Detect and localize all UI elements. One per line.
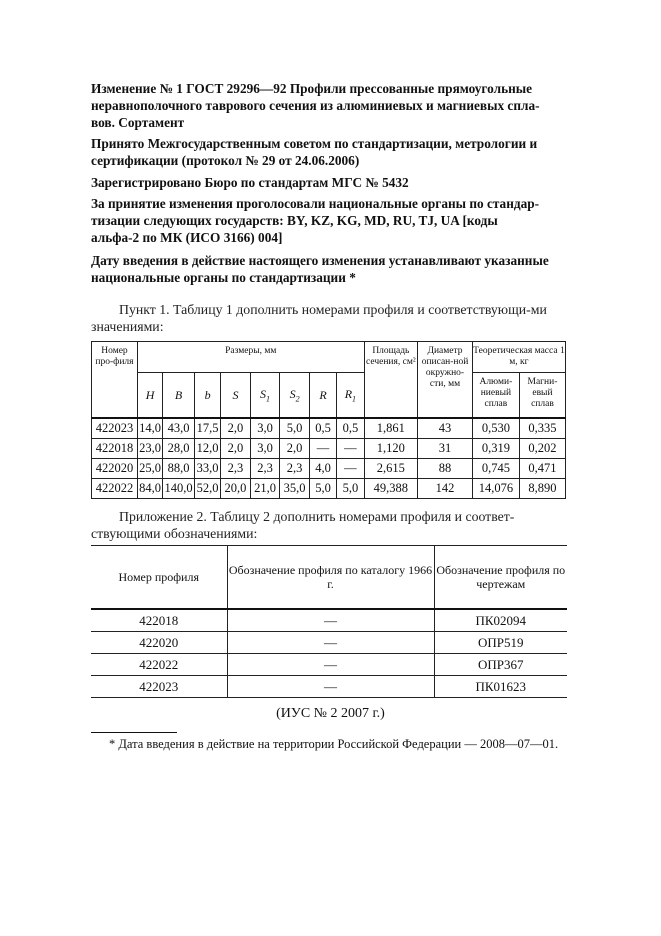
table-row (91, 632, 567, 654)
cell-area: 1,120 (364, 439, 418, 459)
cell-b: 140,0 (163, 479, 195, 499)
footnote: * Дата введения в действие на территории Российской Федерации — 2008—07—01. (109, 737, 559, 751)
cell-d: 88 (418, 459, 473, 479)
cell-drawing: ПК02094 (434, 609, 567, 632)
clause1-text: Пункт 1. Таблицу 1 дополнить номерами профиля и соответствующи-ми значениями: (91, 302, 547, 334)
cell-no: 422022 (92, 479, 138, 499)
cell-s2: 5,0 (280, 418, 310, 439)
cell-mg: 0,335 (519, 418, 565, 439)
cell-no: 422020 (91, 632, 227, 654)
cell-h: 14,0 (137, 418, 162, 439)
cell-al: 0,530 (472, 418, 519, 439)
cell-area: 49,388 (364, 479, 418, 499)
cell-al: 14,076 (472, 479, 519, 499)
cell-d: 43 (418, 418, 473, 439)
cell-catalog: — (227, 609, 434, 632)
cell-r: 0,5 (309, 418, 336, 439)
col-S1: $S_1$ (250, 373, 280, 419)
cell-b: 33,0 (194, 459, 220, 479)
cell-s: 2,0 (221, 418, 251, 439)
table-row (91, 676, 567, 698)
table-row (92, 479, 566, 499)
cell-r1: — (337, 459, 364, 479)
profiles-dimensions-table (91, 341, 566, 499)
col-H: H (137, 373, 162, 419)
cell-b: 88,0 (163, 459, 195, 479)
cell-no: 422022 (91, 654, 227, 676)
table-row (92, 439, 566, 459)
cell-area: 2,615 (364, 459, 418, 479)
cell-r: — (309, 439, 336, 459)
cell-al: 0,319 (472, 439, 519, 459)
col-dimensions: Размеры, мм (137, 342, 364, 373)
source-reference: (ИУС № 2 2007 г.) (276, 706, 385, 721)
table-row (92, 459, 566, 479)
cell-b: 52,0 (194, 479, 220, 499)
cell-h: 84,0 (137, 479, 162, 499)
cell-no: 422020 (92, 459, 138, 479)
registered-note: Зарегистрировано Бюро по стандартам МГС № 5432 (91, 175, 409, 190)
cell-r: 5,0 (309, 479, 336, 499)
col-area: Площадь сечения, см² (364, 342, 418, 419)
col-b: b (194, 373, 220, 419)
table-row (91, 654, 567, 676)
cell-d: 142 (418, 479, 473, 499)
col-drawing-designation: Обозначение профиля по чертежам (434, 546, 567, 610)
cell-b: 17,5 (194, 418, 220, 439)
table-row (92, 418, 566, 439)
cell-s: 2,3 (221, 459, 251, 479)
cell-mg: 8,890 (519, 479, 565, 499)
col-mass: Теоретическая масса 1 м, кг (472, 342, 565, 373)
cell-s1: 3,0 (250, 439, 280, 459)
col-S: S (221, 373, 251, 419)
cell-b: 12,0 (194, 439, 220, 459)
cell-no: 422018 (92, 439, 138, 459)
amendment-title: Изменение № 1 ГОСТ 29296—92 Профили прессованные прямоугольные неравнополочного таврового сечения из алюминиевых и магниевых спла- вов. Сортамент (91, 81, 540, 130)
col-R: R (309, 373, 336, 419)
col-profile-number: Номер профиля (91, 546, 227, 610)
cell-mg: 0,202 (519, 439, 565, 459)
cell-s1: 3,0 (250, 418, 280, 439)
col-R1: $R_1$ (337, 373, 364, 419)
cell-r1: 0,5 (337, 418, 364, 439)
cell-no: 422018 (91, 609, 227, 632)
cell-area: 1,861 (364, 418, 418, 439)
cell-no: 422023 (92, 418, 138, 439)
appendix2-text: Приложение 2. Таблицу 2 дополнить номерами профиля и соответ-ствующими обозначениями: (91, 509, 515, 541)
cell-s1: 21,0 (250, 479, 280, 499)
cell-catalog: — (227, 676, 434, 698)
cell-mg: 0,471 (519, 459, 565, 479)
col-catalog-designation: Обозначение профиля по каталогу 1966 г. (227, 546, 434, 610)
footnote-divider (91, 732, 177, 733)
effective-date-note: Дату введения в действие настоящего изменения устанавливают указанные национальные органы по стандартизации * (91, 253, 549, 285)
col-mass-mg: Магни-евый сплав (519, 373, 565, 419)
cell-r1: — (337, 439, 364, 459)
cell-r1: 5,0 (337, 479, 364, 499)
col-S2: $S_2$ (280, 373, 310, 419)
cell-drawing: ОПР519 (434, 632, 567, 654)
cell-al: 0,745 (472, 459, 519, 479)
cell-drawing: ПК01623 (434, 676, 567, 698)
adopted-note: Принято Межгосударственным советом по стандартизации, метрологии и сертификации (протокол № 29 от 24.06.2006) (91, 136, 538, 168)
profiles-designation-table (91, 545, 567, 698)
cell-s2: 35,0 (280, 479, 310, 499)
cell-b: 28,0 (163, 439, 195, 459)
col-diameter: Диаметр описан-ной окружно-сти, мм (418, 342, 473, 419)
cell-h: 25,0 (137, 459, 162, 479)
voted-note: За принятие изменения проголосовали национальные органы по стандар- тизации следующих государств: BY, KZ, KG, MD, RU, TJ, UA [коды альфа-2 по МК (ИСО 3166) 004] (91, 196, 540, 245)
cell-drawing: ОПР367 (434, 654, 567, 676)
col-mass-al: Алюми-ниевый сплав (472, 373, 519, 419)
cell-catalog: — (227, 632, 434, 654)
col-profile-no: Номер про-филя (92, 342, 138, 419)
cell-catalog: — (227, 654, 434, 676)
cell-s2: 2,3 (280, 459, 310, 479)
cell-b: 43,0 (163, 418, 195, 439)
cell-h: 23,0 (137, 439, 162, 459)
cell-s: 2,0 (221, 439, 251, 459)
cell-s: 20,0 (221, 479, 251, 499)
table-row (91, 609, 567, 632)
cell-s1: 2,3 (250, 459, 280, 479)
cell-d: 31 (418, 439, 473, 459)
cell-r: 4,0 (309, 459, 336, 479)
cell-s2: 2,0 (280, 439, 310, 459)
cell-no: 422023 (91, 676, 227, 698)
col-B: B (163, 373, 195, 419)
